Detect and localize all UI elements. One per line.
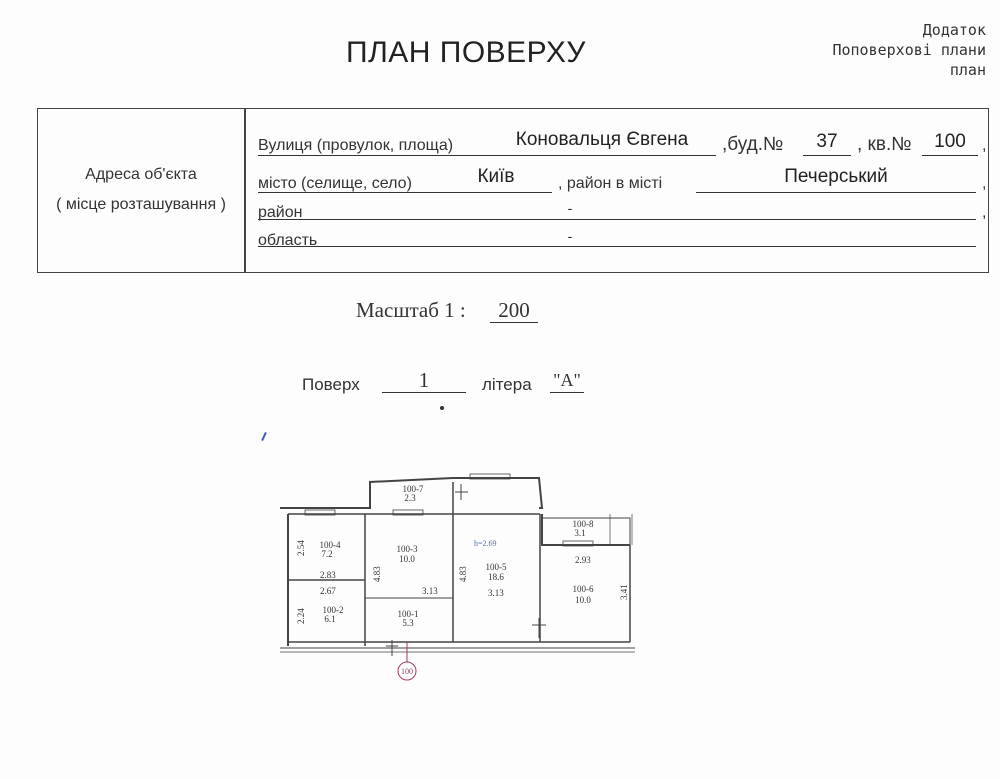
dimension-label: 2.54	[296, 540, 306, 556]
dimension-label: 2.67	[320, 586, 336, 596]
room-area: 2.3	[404, 493, 416, 503]
city-district-label: , район в місті	[558, 175, 663, 192]
room-id: 100-4	[319, 540, 341, 550]
dimension-label: 3.13	[422, 586, 438, 596]
dimension-label: 4.83	[372, 566, 382, 582]
dimension-label: 2.83	[320, 570, 336, 580]
street-label: Вулиця (провулок, площа)	[258, 137, 454, 154]
apartment-marker-label: 100	[401, 667, 413, 676]
room-area: 6.1	[324, 614, 336, 624]
letter-label: літера	[482, 375, 532, 394]
room-id: 100-1	[397, 609, 419, 619]
room-area: 10.0	[575, 595, 591, 605]
city-underline	[440, 192, 552, 193]
room-area: 18.6	[488, 572, 504, 582]
address-label-line: Адреса об'єкта	[85, 166, 197, 183]
letter-value: "А"	[553, 370, 581, 390]
row-comma: ,	[982, 137, 987, 154]
apartment-underline	[922, 155, 978, 156]
appendix-line: Додаток	[922, 21, 986, 39]
city-label-underline	[258, 192, 440, 193]
room-area: 3.1	[574, 528, 586, 538]
building-underline	[803, 155, 851, 156]
city-district-underline	[696, 192, 976, 193]
room-id: 100-2	[322, 605, 344, 615]
region-label-underline	[258, 246, 330, 247]
floor-value: 1	[418, 368, 430, 392]
street-underline	[488, 155, 716, 156]
region-value: -	[567, 228, 573, 244]
district-label: район	[258, 204, 303, 221]
room-area: 7.2	[321, 549, 333, 559]
ink-dot	[440, 406, 444, 410]
district-value: -	[567, 200, 573, 216]
region-underline	[330, 246, 976, 247]
city-value: Київ	[477, 166, 515, 187]
district-label-underline	[258, 219, 310, 220]
street-value: Коновальця Євгена	[515, 129, 689, 150]
room-id: 100-6	[572, 584, 594, 594]
ink-mark	[261, 432, 267, 441]
floor-plan	[270, 470, 650, 685]
letter-underline	[550, 392, 584, 393]
street-label-underline	[258, 155, 488, 156]
dimension-label: 3.13	[488, 588, 504, 598]
room-id: 100-7	[402, 484, 424, 494]
address-divider	[244, 108, 246, 273]
room-id: 100-5	[485, 562, 507, 572]
page-title: ПЛАН ПОВЕРХУ	[346, 36, 586, 69]
building-label: ,буд.№	[722, 134, 784, 155]
row-comma: ,	[982, 175, 987, 192]
scale-label: Масштаб 1 :	[356, 298, 466, 322]
address-label-line: ( місце розташування )	[56, 196, 226, 213]
apartment-value: 100	[934, 131, 966, 152]
dimension-label: 2.24	[296, 608, 306, 624]
district-underline	[310, 219, 976, 220]
floor-underline	[382, 392, 466, 393]
building-value: 37	[816, 131, 838, 152]
city-district-value: Печерський	[784, 166, 888, 187]
room-area: 5.3	[402, 618, 414, 628]
appendix-note	[832, 20, 986, 80]
region-label: область	[258, 232, 318, 249]
scale-underline	[490, 322, 538, 323]
city-label: місто (селище, село)	[258, 175, 412, 192]
dimension-label: 2.93	[575, 555, 591, 565]
address-label	[38, 160, 244, 220]
apartment-label: , кв.№	[857, 134, 912, 155]
appendix-line: план	[949, 61, 986, 79]
appendix-line: Поповерхові плани	[832, 41, 986, 59]
dimension-label: 3.41	[619, 584, 629, 600]
dimension-label: 4.83	[458, 566, 468, 582]
room-id: 100-8	[572, 519, 594, 529]
room-area: 10.0	[399, 554, 415, 564]
floor-label: Поверх	[302, 375, 360, 394]
room-id: 100-3	[396, 544, 418, 554]
height-note: h=2.69	[474, 539, 497, 548]
scale-value: 200	[498, 298, 530, 322]
row-comma: ,	[982, 204, 987, 221]
